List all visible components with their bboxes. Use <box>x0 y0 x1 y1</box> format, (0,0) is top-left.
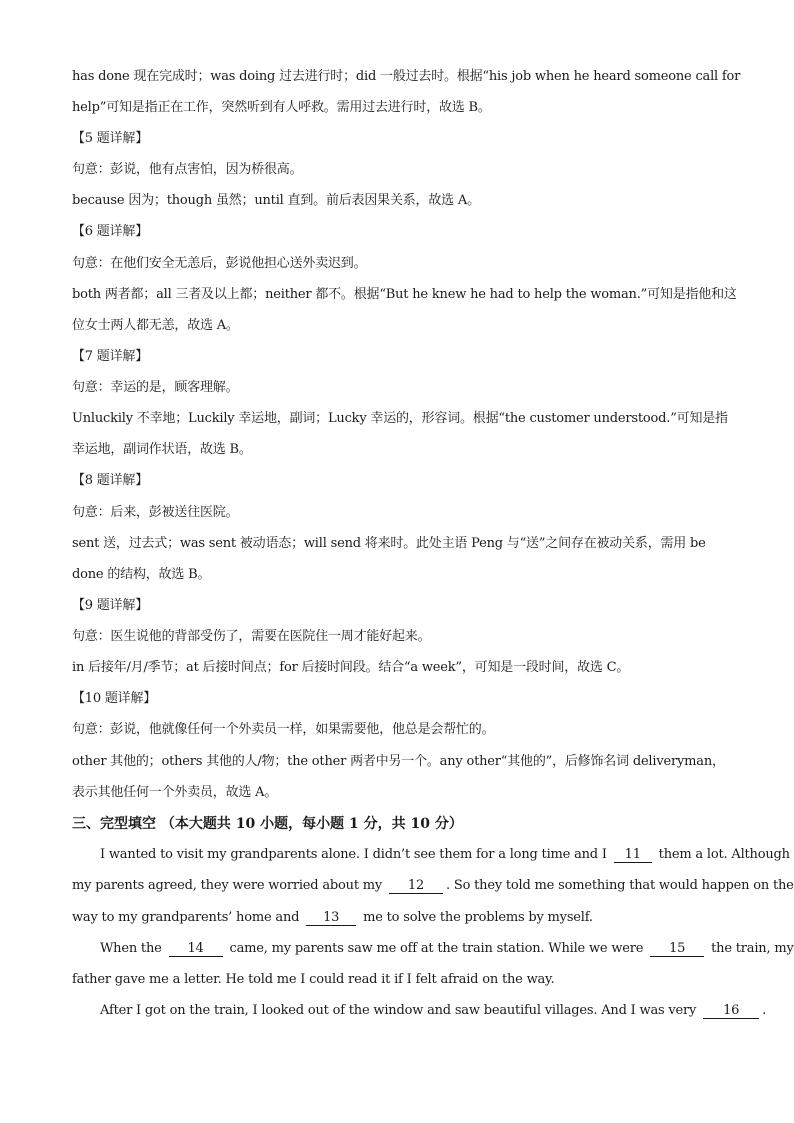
passage-text: . So they told me something that would happen on the <box>446 878 794 893</box>
text-line: other 其他的；others 其他的人/物；the other 两者中另一个。any other“其他的”，后修饰名词 deliveryman， <box>72 754 725 769</box>
text-line: 句意：幸运的是，顾客理解。 <box>72 380 239 395</box>
passage-text: After I got on the train, I looked out of the window and saw beautiful villages. And I was very <box>100 1003 697 1018</box>
text-line: done 的结构，故选 B。 <box>72 567 211 582</box>
passage-text: When the <box>100 941 162 956</box>
passage-text: I wanted to visit my grandparents alone. I didn’t see them for a long time and I <box>100 847 607 862</box>
cloze-blank: 11 <box>614 847 652 863</box>
passage-text: . <box>762 1003 767 1018</box>
question-heading: 【9 题详解】 <box>72 598 149 613</box>
passage-text: me to solve the problems by myself. <box>363 910 593 925</box>
text-line: 位女士两人都无恙，故选 A。 <box>72 318 239 333</box>
text-line: in 后接年/月/季节；at 后接时间点；for 后接时间段。结合“a week”，可知是一段时间，故选 C。 <box>72 660 630 675</box>
text-line: 表示其他任何一个外卖员，故选 A。 <box>72 785 278 800</box>
cloze-blank: 14 <box>169 941 223 957</box>
passage-text: the train, my <box>711 941 794 956</box>
passage-line: father gave me a letter. He told me I could read it if I felt afraid on the way. <box>72 972 555 987</box>
text-line: Unluckily 不幸地；Luckily 幸运地，副词；Lucky 幸运的，形容词。根据“the customer understood.”可知是指 <box>72 411 728 426</box>
question-heading: 【8 题详解】 <box>72 473 149 488</box>
text-line: has done 现在完成时；was doing 过去进行时；did 一般过去时。根据“his job when he heard someone call for <box>72 69 741 84</box>
passage-line <box>100 1002 766 1020</box>
question-heading: 【7 题详解】 <box>72 349 149 364</box>
cloze-blank: 13 <box>306 910 356 926</box>
question-heading: 【10 题详解】 <box>72 691 157 706</box>
passage-text: them a lot. Although <box>658 847 790 862</box>
text-line: 句意：彭说，他有点害怕，因为桥很高。 <box>72 162 303 177</box>
passage-text: my parents agreed, they were worried about my <box>72 878 383 893</box>
passage-text: came, my parents saw me off at the train station. While we were <box>229 941 644 956</box>
passage-line <box>100 846 790 864</box>
question-heading: 【6 题详解】 <box>72 224 149 239</box>
text-line: both 两者都；all 三者及以上都；neither 都不。根据“But he knew he had to help the woman.”可知是指他和这 <box>72 287 737 302</box>
passage-text: way to my grandparents’ home and <box>72 910 300 925</box>
text-line: 句意：在他们安全无恙后，彭说他担心送外卖迟到。 <box>72 256 367 271</box>
question-heading: 【5 题详解】 <box>72 131 149 146</box>
cloze-blank: 16 <box>703 1003 759 1019</box>
text-line: 句意：后来，彭被送往医院。 <box>72 505 239 520</box>
passage-line <box>72 909 593 927</box>
text-line: 句意：医生说他的背部受伤了，需要在医院住一周才能好起来。 <box>72 629 431 644</box>
text-line: 句意：彭说，他就像任何一个外卖员一样，如果需要他，他总是会帮忙的。 <box>72 722 495 737</box>
text-line: because 因为；though 虽然；until 直到。前后表因果关系，故选 A。 <box>72 193 480 208</box>
section-title: 三、完型填空 （本大题共 10 小题，每小题 1 分，共 10 分） <box>72 816 463 832</box>
passage-line <box>100 940 794 958</box>
text-line: help”可知是指正在工作，突然听到有人呼救。需用过去进行时，故选 B。 <box>72 100 491 115</box>
cloze-blank: 15 <box>650 941 704 957</box>
text-line: sent 送，过去式；was sent 被动语态；will send 将来时。此处主语 Peng 与“送”之间存在被动关系，需用 be <box>72 536 706 551</box>
passage-line <box>72 877 794 895</box>
text-line: 幸运地，副词作状语，故选 B。 <box>72 442 252 457</box>
cloze-blank: 12 <box>389 878 443 894</box>
